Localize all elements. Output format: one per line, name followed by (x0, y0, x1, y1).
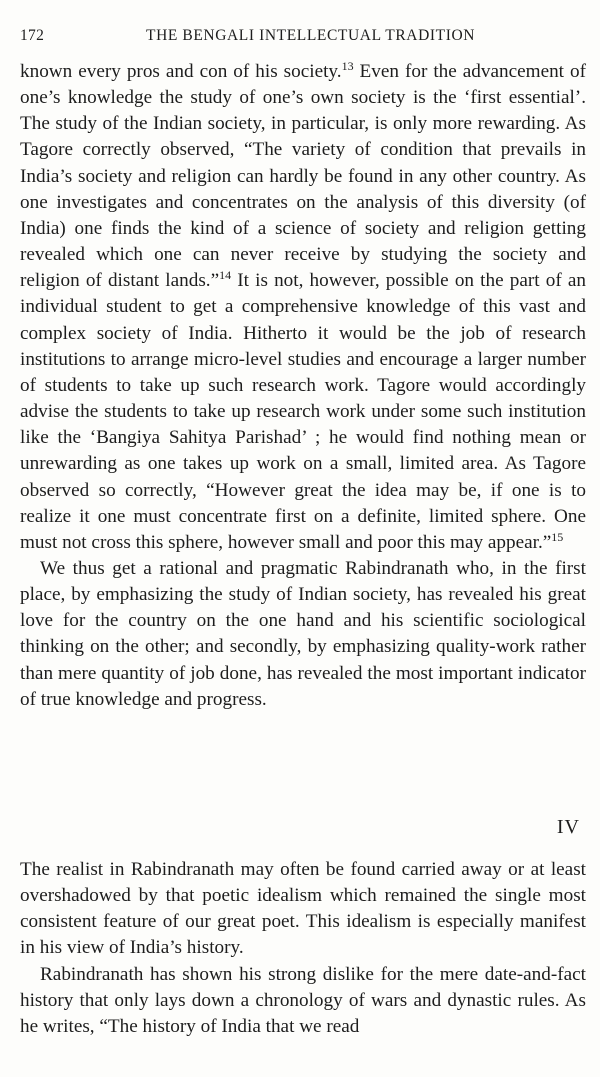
paragraph-1 (20, 59, 586, 556)
paragraph-1-text-a: known every pros and con of his society. (20, 61, 342, 82)
footnote-ref-13: 13 (341, 59, 354, 73)
paragraph-2: We thus get a rational and pragmatic Rabindranath who, in the first place, by emphasizing the study of Indian society, has revealed his great love for the country on the one hand and his scientific sociological thinking on the other; and secondly, by emphasizing quality-work rather than mere quantity of job done, has revealed the most important indicator of true knowledge and progress. (20, 557, 586, 710)
section-paragraph-1: The realist in Rabindranath may often be found carried away or at least overshadowed by that poetic idealism which remained the single most consistent feature of our great poet. This idealism is especially manifest in his view of India’s history. (20, 859, 586, 959)
body-text-upper (20, 59, 586, 713)
section-paragraph-2: Rabindranath has shown his strong dislike for the mere date-and-fact history that only lays down a chronology of wars and dynastic rules. As he writes, “The history of India that we read (20, 963, 586, 1037)
page-number: 172 (20, 27, 45, 44)
running-title: THE BENGALI INTELLECTUAL TRADITION (146, 27, 476, 44)
footnote-ref-15: 15 (551, 529, 564, 544)
paragraph-1-text-c: It is not, however, possible on the part of an individual student to get a comprehensive knowledge of this vast and complex society of India. Hitherto it would be the job of research institutions to arrange micro-level studies and encourage a larger number of students to take up such research work. Tagore would accordingly advise the students to take up research work under some such institution like the ‘Bangiya Sahitya Parishad’ ; he would find nothing mean or unrewarding as one takes up work on a small, limited area. As Tagore observed so correctly, “However great the idea may be, if one is to realize it one must concentrate first on a definite, limited sphere. One must not cross this sphere, however small and poor this may appear.” (20, 270, 586, 553)
paragraph-1-text-b: Even for the advancement of one’s knowledge the study of one’s own society is the ‘first essential’. The study of the Indian society, in particular, is only more rewarding. As Tagore correctly observed, “The variety of condition that prevails in India’s society and religion can hardly be found in any other country. As one investigates and concentrates on the analysis of this diversity (of India) one finds the kind of a science of society and religion getting revealed which one can never receive by studying the society and religion of distant lands.” (20, 61, 586, 292)
footnote-ref-14: 14 (219, 268, 232, 283)
body-text-lower (20, 857, 586, 1040)
running-head (20, 27, 586, 51)
section-number: IV (556, 816, 580, 838)
